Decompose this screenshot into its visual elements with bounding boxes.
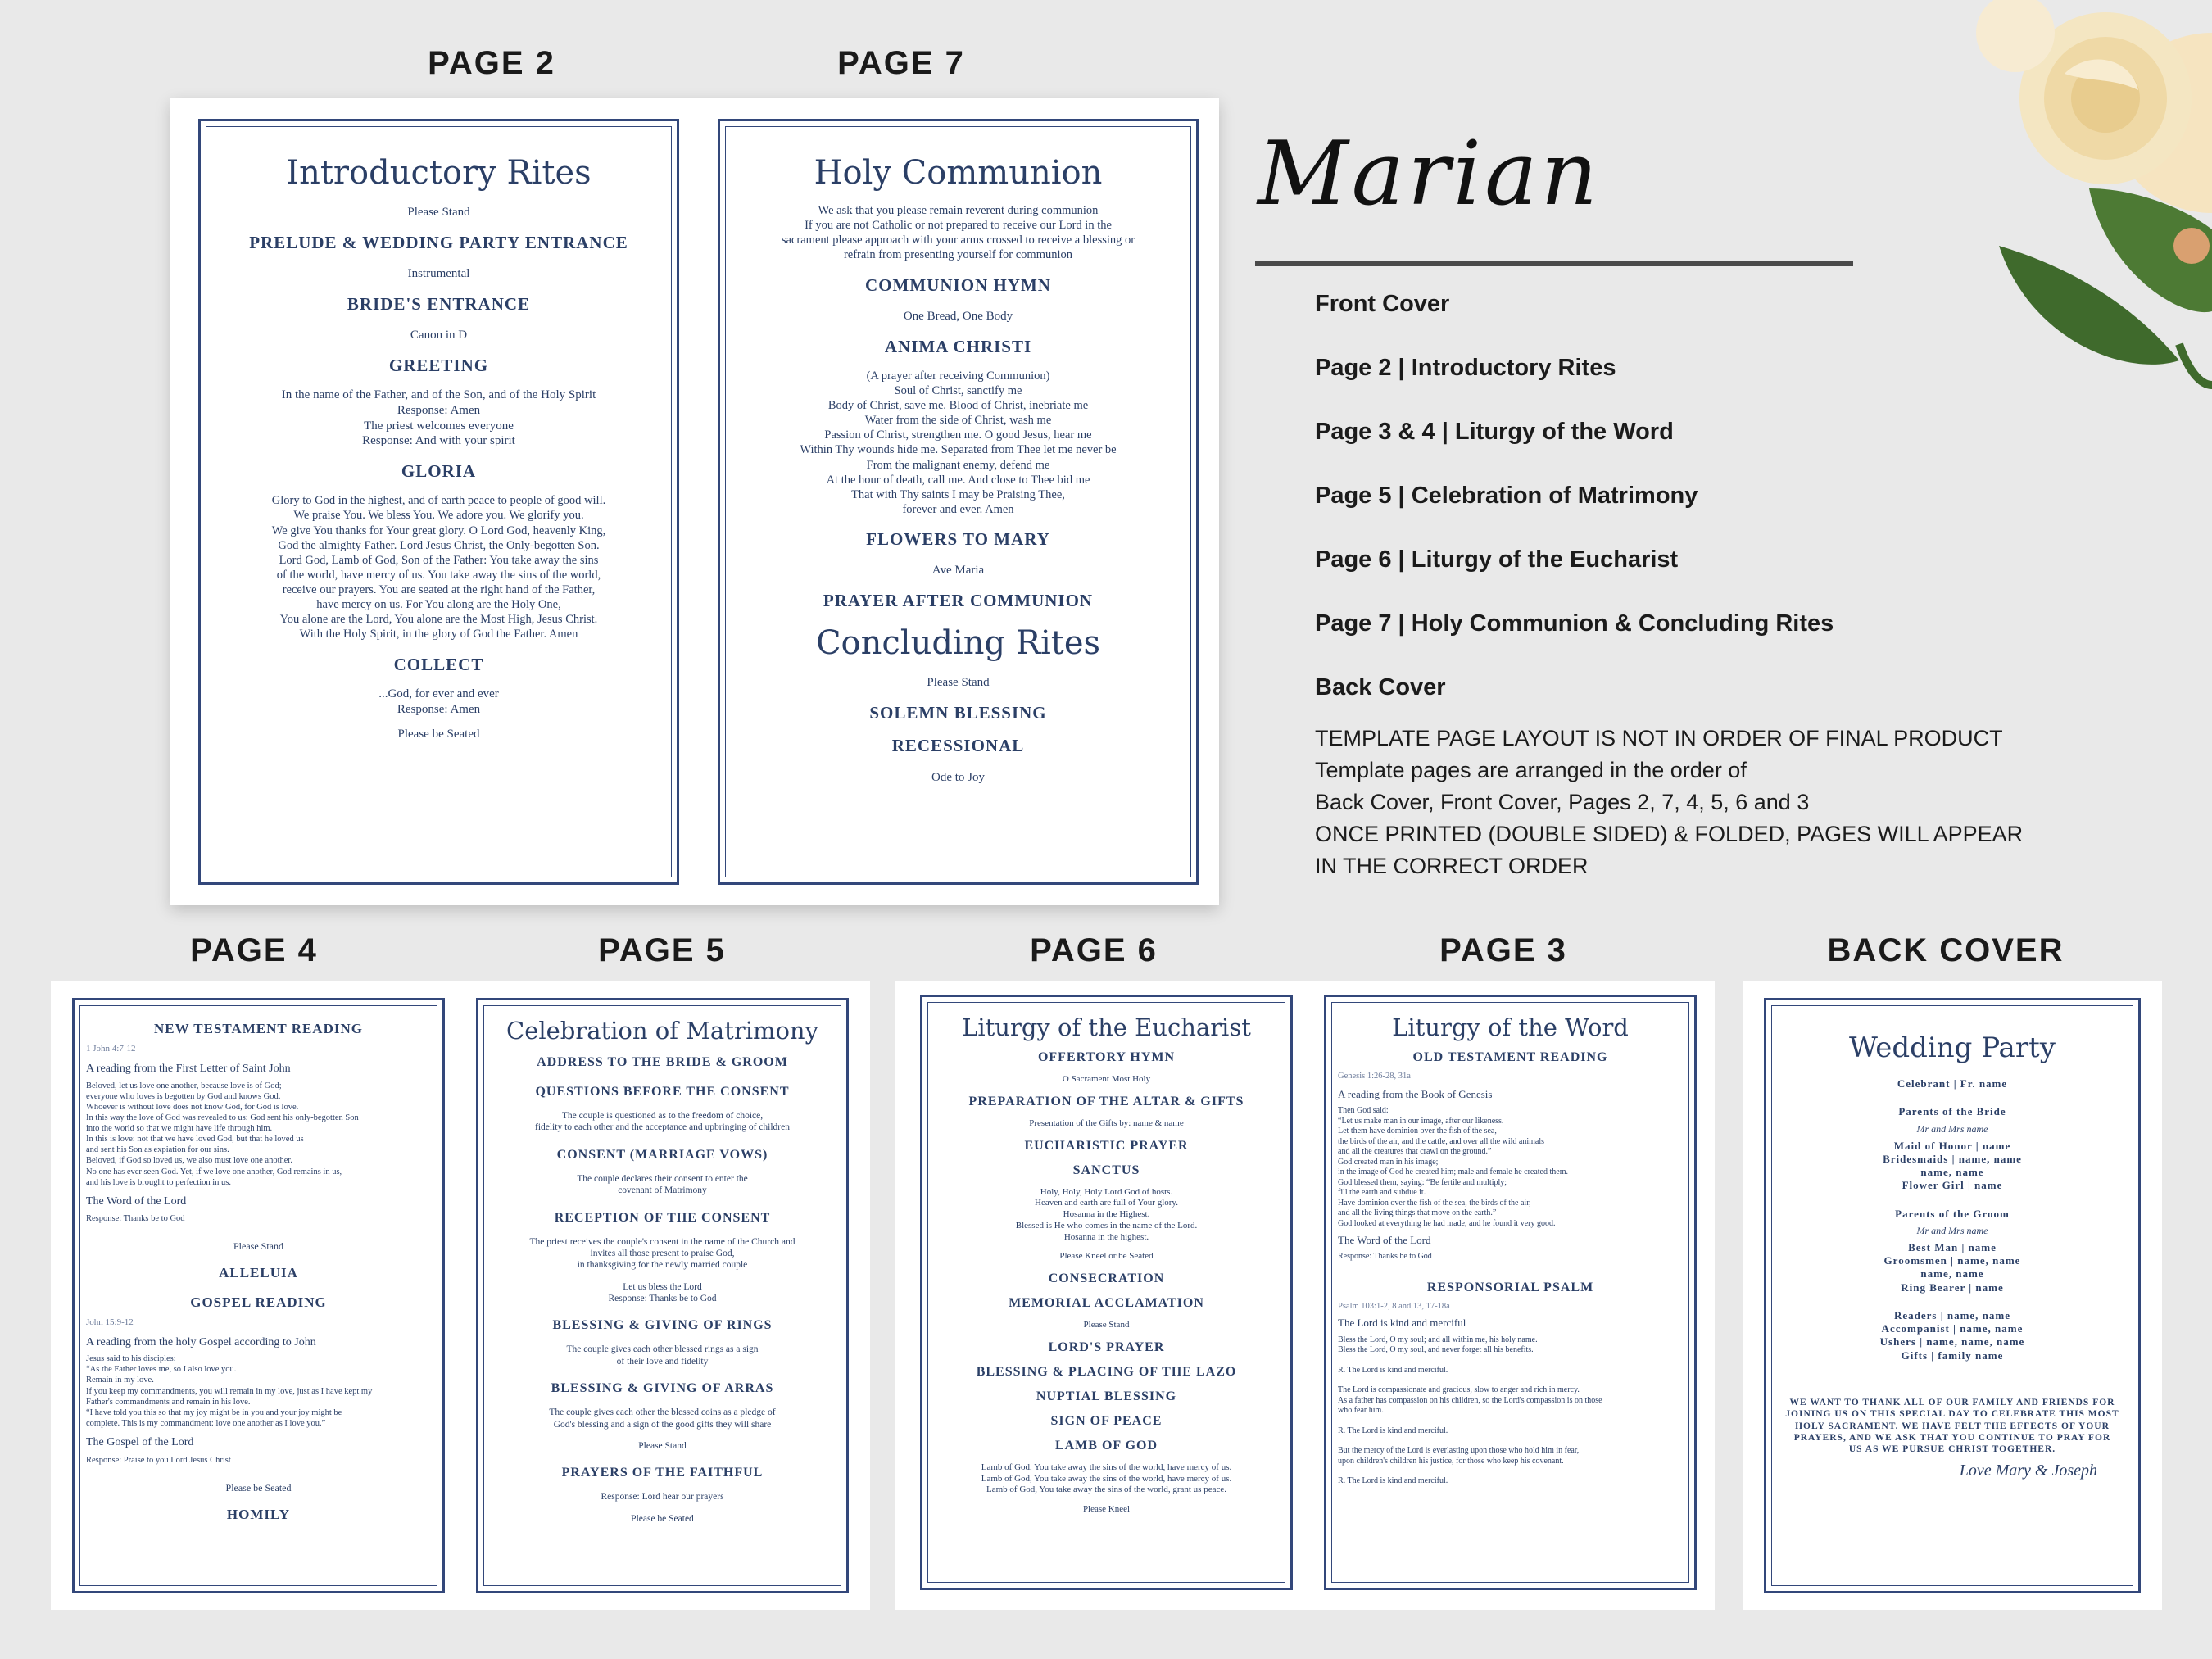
psalm-refrain: R. The Lord is kind and merciful.	[1338, 1476, 1448, 1485]
section-text: In the name of the Father, and of the Son, and of the Holy Spirit Response: Amen The priest welcomes everyone Response: And with your spirit	[281, 388, 596, 448]
toc-item-page-5: Page 5 | Celebration of Matrimony	[1315, 483, 1698, 509]
section-heading: HOMILY	[226, 1506, 291, 1522]
section-heading: QUESTIONS BEFORE THE CONSENT	[535, 1085, 790, 1099]
section-heading: MEMORIAL ACCLAMATION	[1009, 1296, 1204, 1310]
section-heading: SANCTUS	[1072, 1163, 1140, 1177]
page-title: Liturgy of the Word	[1392, 1013, 1629, 1041]
response: Response: Lord hear our prayers	[601, 1492, 724, 1503]
section-heading: CONSENT (MARRIAGE VOWS)	[556, 1147, 768, 1162]
section-text: We ask that you please remain reverent during communion If you are not Catholic or not prepared to receive our Lord in the sacrament please approach with your arms crossed to receive a blessing or refrain from presenting yourself for communion	[781, 204, 1135, 262]
section-subtitle: Ode to Joy	[931, 770, 985, 784]
parents-of-groom: Parents of the Groom	[1895, 1207, 2010, 1220]
toc-item-front-cover: Front Cover	[1315, 291, 1450, 317]
scripture-reference: John 15:9-12	[86, 1317, 134, 1327]
bride-party-list: Maid of Honor | name Bridesmaids | name, name name, name Flower Girl | name	[1883, 1139, 2022, 1192]
section-heading: CONSECRATION	[1048, 1271, 1165, 1285]
page-6	[920, 995, 1293, 1590]
page-3	[1324, 995, 1697, 1590]
section-heading: SOLEMN BLESSING	[869, 703, 1047, 723]
label-page-6: PAGE 6	[1030, 932, 1158, 968]
instruction: Please Stand	[1083, 1320, 1130, 1330]
section-subtitle: Ave Maria	[931, 564, 985, 578]
section-heading: OFFERTORY HYMN	[1037, 1050, 1176, 1064]
toc-item-page-3-4: Page 3 & 4 | Liturgy of the Word	[1315, 419, 1674, 445]
section-heading: COLLECT	[393, 654, 484, 674]
label-back-cover: BACK COVER	[1827, 932, 2065, 968]
divider	[1255, 261, 1853, 266]
page-2	[198, 119, 679, 885]
section-heading: GREETING	[388, 355, 489, 375]
section-heading: LORD'S PRAYER	[1048, 1339, 1165, 1354]
section-heading: PRAYER AFTER COMMUNION	[823, 591, 1094, 610]
section-heading: RECEPTION OF THE CONSENT	[554, 1210, 771, 1225]
toc-item-page-6: Page 6 | Liturgy of the Eucharist	[1315, 546, 1679, 573]
page-5	[476, 998, 849, 1593]
layout-note: TEMPLATE PAGE LAYOUT IS NOT IN ORDER OF FINAL PRODUCT Template pages are arranged in the order of Back Cover, Front Cover, Pages 2, 7, 4, 5, 6 and 3 ONCE PRINTED (DOUBLE SIDED) & FOLDED, PAGES WILL APPEAR IN THE CORRECT ORDER	[1315, 726, 2024, 878]
label-page-5: PAGE 5	[598, 932, 726, 968]
groom-party-list: Best Man | name Groomsmen | name, name name, name Ring Bearer | name	[1883, 1240, 2021, 1294]
thank-you-message: WE WANT TO THANK ALL OF OUR FAMILY AND FRIENDS FOR JOINING US ON THIS SPECIAL DAY TO CELEBRATE THIS MOST HOLY SACRAMENT. WE HAVE FELT THE EFFECTS OF YOUR PRAYERS, AND WE ASK THAT YOU CONTINUE TO PRAY FOR US AS WE PURSUE CHRIST TOGETHER.	[1785, 1397, 2119, 1455]
lamb-text: Lamb of God, You take away the sins of the world, have mercy of us. Lamb of God, You take away the sins of the world, have mercy of us. Lamb of God, You take away the sins of the world, grant us peace.	[981, 1462, 1232, 1495]
instruction: Please be Seated	[631, 1513, 694, 1524]
page-title-secondary: Concluding Rites	[815, 624, 1101, 663]
signature: Love Mary & Joseph	[1959, 1461, 2097, 1480]
toc-item-back-cover: Back Cover	[1315, 674, 1446, 700]
instruction: Please Kneel or be Seated	[1059, 1251, 1154, 1262]
instruction: Please Stand	[233, 1240, 283, 1253]
section-heading: EUCHARISTIC PRAYER	[1024, 1138, 1189, 1153]
instruction: Please Stand	[638, 1440, 687, 1451]
section-text: The couple is questioned as to the freedom of choice, fidelity to each other and the acceptance and upbringing of children	[534, 1111, 790, 1133]
psalm-verse: The Lord is compassionate and gracious, slow to anger and rich in mercy. As a father has compassion on his children, so the Lord's compassion is on those who fear him.	[1338, 1385, 1602, 1415]
section-subtitle: O Sacrament Most Holy	[1062, 1074, 1151, 1084]
parents-names: Mr and Mrs name	[1916, 1224, 1988, 1236]
section-text: The couple declares their consent to enter the covenant of Matrimony	[577, 1173, 748, 1196]
section-heading: BLESSING & PLACING OF THE LAZO	[976, 1364, 1237, 1379]
reading-text: Beloved, let us love one another, because love is of God; everyone who loves is begotten by God and knows God. Whoever is without love does not know God, for God is love. In this way the love of God was revealed to us: God sent his only-begotten Son into the world so that we might have life through him. In this is love: not that we have loved God, but that he loved us and sent his Son as expiation for our sins. Beloved, if God so loved us, we also must love one another. No one has ever seen God. Yet, if we love one another, God remains in us, and his love is brought to perfection in us.	[86, 1081, 359, 1187]
section-heading: GLORIA	[401, 461, 477, 481]
scripture-reference: 1 John 4:7-12	[86, 1044, 136, 1054]
reading-close: The Word of the Lord	[1338, 1234, 1431, 1247]
page-title: Wedding Party	[1849, 1031, 2056, 1064]
section-heading: PREPARATION OF THE ALTAR & GIFTS	[968, 1094, 1244, 1108]
section-heading: RESPONSORIAL PSALM	[1426, 1281, 1594, 1295]
section-heading: BLESSING & GIVING OF RINGS	[552, 1318, 773, 1333]
scripture-reference: Genesis 1:26-28, 31a	[1338, 1072, 1411, 1081]
page-title: Holy Communion	[814, 154, 1103, 192]
psalm-refrain: R. The Lord is kind and merciful.	[1338, 1426, 1448, 1435]
section-heading: ALLELUIA	[219, 1265, 298, 1281]
section-subtitle: One Bread, One Body	[903, 309, 1013, 323]
label-page-3: PAGE 3	[1439, 932, 1567, 968]
section-heading: LAMB OF GOD	[1054, 1438, 1158, 1453]
section-heading: PRELUDE & WEDDING PARTY ENTRANCE	[249, 232, 628, 252]
section-text: The couple gives each other the blessed coins as a pledge of God's blessing and a sign of the good gifts they will share	[549, 1407, 776, 1430]
rose-decoration-image	[1753, 0, 2212, 459]
parents-of-bride: Parents of the Bride	[1898, 1105, 2006, 1118]
psalm-verse: But the mercy of the Lord is everlasting upon those who hold him in fear, upon children's children his justice, for those who keep his covenant.	[1338, 1446, 1580, 1466]
page-title: Celebration of Matrimony	[506, 1017, 818, 1045]
reading-close: The Word of the Lord	[86, 1194, 187, 1208]
section-text: The priest receives the couple's consent in the name of the Church and invites all those present to praise God, in thanksgiving for the newly married couple	[529, 1236, 796, 1271]
toc-item-page-2: Page 2 | Introductory Rites	[1315, 355, 1616, 381]
label-page-4: PAGE 4	[190, 932, 318, 968]
section-heading: NEW TESTAMENT READING	[154, 1021, 363, 1036]
instruction: Please be Seated	[225, 1481, 292, 1494]
response: Response: Thanks be to God	[86, 1214, 185, 1224]
helpers-list: Readers | name, name Accompanist | name, name Ushers | name, name, name Gifts | family name	[1879, 1308, 2025, 1362]
section-heading: SIGN OF PEACE	[1050, 1413, 1163, 1428]
section-text: Let us bless the Lord Response: Thanks be to God	[608, 1281, 717, 1303]
section-heading: FLOWERS TO MARY	[866, 529, 1050, 549]
reading-intro: A reading from the Book of Genesis	[1338, 1088, 1493, 1101]
psalm-refrain: R. The Lord is kind and merciful.	[1338, 1365, 1448, 1375]
toc-item-page-7: Page 7 | Holy Communion & Concluding Rites	[1315, 610, 1834, 637]
instruction: Please Stand	[407, 206, 470, 219]
response: Response: Thanks be to God	[1338, 1251, 1432, 1261]
section-subtitle: Presentation of the Gifts by: name & name	[1029, 1117, 1184, 1128]
section-subtitle: Instrumental	[407, 267, 470, 280]
reading-close: The Gospel of the Lord	[86, 1436, 194, 1448]
section-heading: PRAYERS OF THE FAITHFUL	[561, 1466, 764, 1480]
back-cover	[1764, 998, 2141, 1593]
response: Response: Praise to you Lord Jesus Christ	[86, 1455, 231, 1465]
section-text: The couple gives each other blessed rings as a sign of their love and fidelity	[566, 1344, 759, 1367]
label-page-2: PAGE 2	[428, 45, 555, 81]
section-subtitle: Canon in D	[410, 329, 468, 342]
instruction: Please Kneel	[1082, 1504, 1131, 1514]
reading-text: Then God said: “Let us make man in our image, after our likeness. Let them have dominion over the fish of the sea, the birds of the air, and the cattle, and over all the wild animals and all the creatures that crawl on the ground.” God created man in his image; in the image of God he created him; male and female he created them. God blessed them, saying: “Be fertile and multiply; fill the earth and subdue it. Have dominion over the fish of the sea, the birds of the air, and all the living things that move on the earth.” God looked at everything he had made, and he found it very good.	[1338, 1106, 1568, 1228]
page-7	[718, 119, 1199, 885]
reading-intro: A reading from the First Letter of Saint John	[86, 1063, 291, 1075]
section-heading: RECESSIONAL	[891, 736, 1025, 756]
scripture-reference: Psalm 103:1-2, 8 and 13, 17-18a	[1338, 1302, 1450, 1312]
section-heading: BLESSING & GIVING OF ARRAS	[551, 1381, 774, 1396]
reading-text: Jesus said to his disciples: “As the Father loves me, so I also love you. Remain in my love. If you keep my commandments, you will remain in my love, just as I have kept my Father's commandments and remain in his love. “I have told you this so that my joy might be in you and your joy might be complete. This is my commandment: love one another as I love you.”	[86, 1354, 373, 1428]
page-4	[72, 998, 445, 1593]
label-page-7: PAGE 7	[837, 45, 965, 81]
brand-name: Marian	[1258, 123, 1602, 225]
section-heading: COMMUNION HYMN	[865, 274, 1051, 295]
parents-names: Mr and Mrs name	[1916, 1122, 1988, 1135]
section-heading: OLD TESTAMENT READING	[1412, 1050, 1608, 1064]
celebrant: Celebrant | Fr. name	[1897, 1077, 2008, 1090]
section-text: ...God, for ever and ever Response: Amen	[378, 687, 499, 716]
section-heading: BRIDE'S ENTRANCE	[347, 293, 531, 314]
instruction: Please Stand	[927, 676, 990, 690]
reading-intro: A reading from the holy Gospel according to John	[86, 1335, 316, 1349]
section-heading: GOSPEL READING	[190, 1294, 327, 1310]
section-heading: ADDRESS TO THE BRIDE & GROOM	[537, 1055, 788, 1069]
gloria-text: Glory to God in the highest, and of earth peace to people of good will. We praise You. We bless You. We adore you. We glorify you. We give You thanks for Your great glory. O Lord God, heavenly King, God the almighty Father. Lord Jesus Christ, the Only-begotten Son. Lord God, Lamb of God, Son of the Father: You take away the sins of the world, have mercy of us. You take away the sins of the world, receive our prayers. You are seated at the right hand of the Father, have mercy on us. For You along are the Holy One, You alone are the Lord, You alone are the Most High, Jesus Christ. With the Holy Spirit, in the glory of God the Father. Amen	[271, 494, 606, 641]
page-title: Introductory Rites	[286, 154, 592, 192]
page-title: Liturgy of the Eucharist	[962, 1013, 1251, 1041]
sanctus-text: Holy, Holy, Holy Lord God of hosts. Heaven and earth are full of Your glory. Hosanna in the Highest. Blessed is He who comes in the name of the Lord. Hosanna in the highest.	[1015, 1186, 1198, 1242]
section-heading: NUPTIAL BLESSING	[1036, 1389, 1177, 1403]
anima-text: (A prayer after receiving Communion) Soul of Christ, sanctify me Body of Christ, save me. Blood of Christ, inebriate me Water from the side of Christ, wash me Passion of Christ, strengthen me. O good Jesus, hear me Within Thy wounds hide me. Separated from Thee let me never be From the malignant enemy, defend me At the hour of death, call me. And close to Thee bid me That with Thy saints I may be Praising Thee, forever and ever. Amen	[800, 369, 1117, 516]
psalm-response: The Lord is kind and merciful	[1338, 1317, 1466, 1330]
psalm-verse: Bless the Lord, O my soul; and all within me, his holy name. Bless the Lord, O my soul, and never forget all his benefits.	[1338, 1335, 1538, 1354]
instruction: Please be Seated	[397, 728, 480, 741]
section-heading: ANIMA CHRISTI	[884, 336, 1032, 356]
